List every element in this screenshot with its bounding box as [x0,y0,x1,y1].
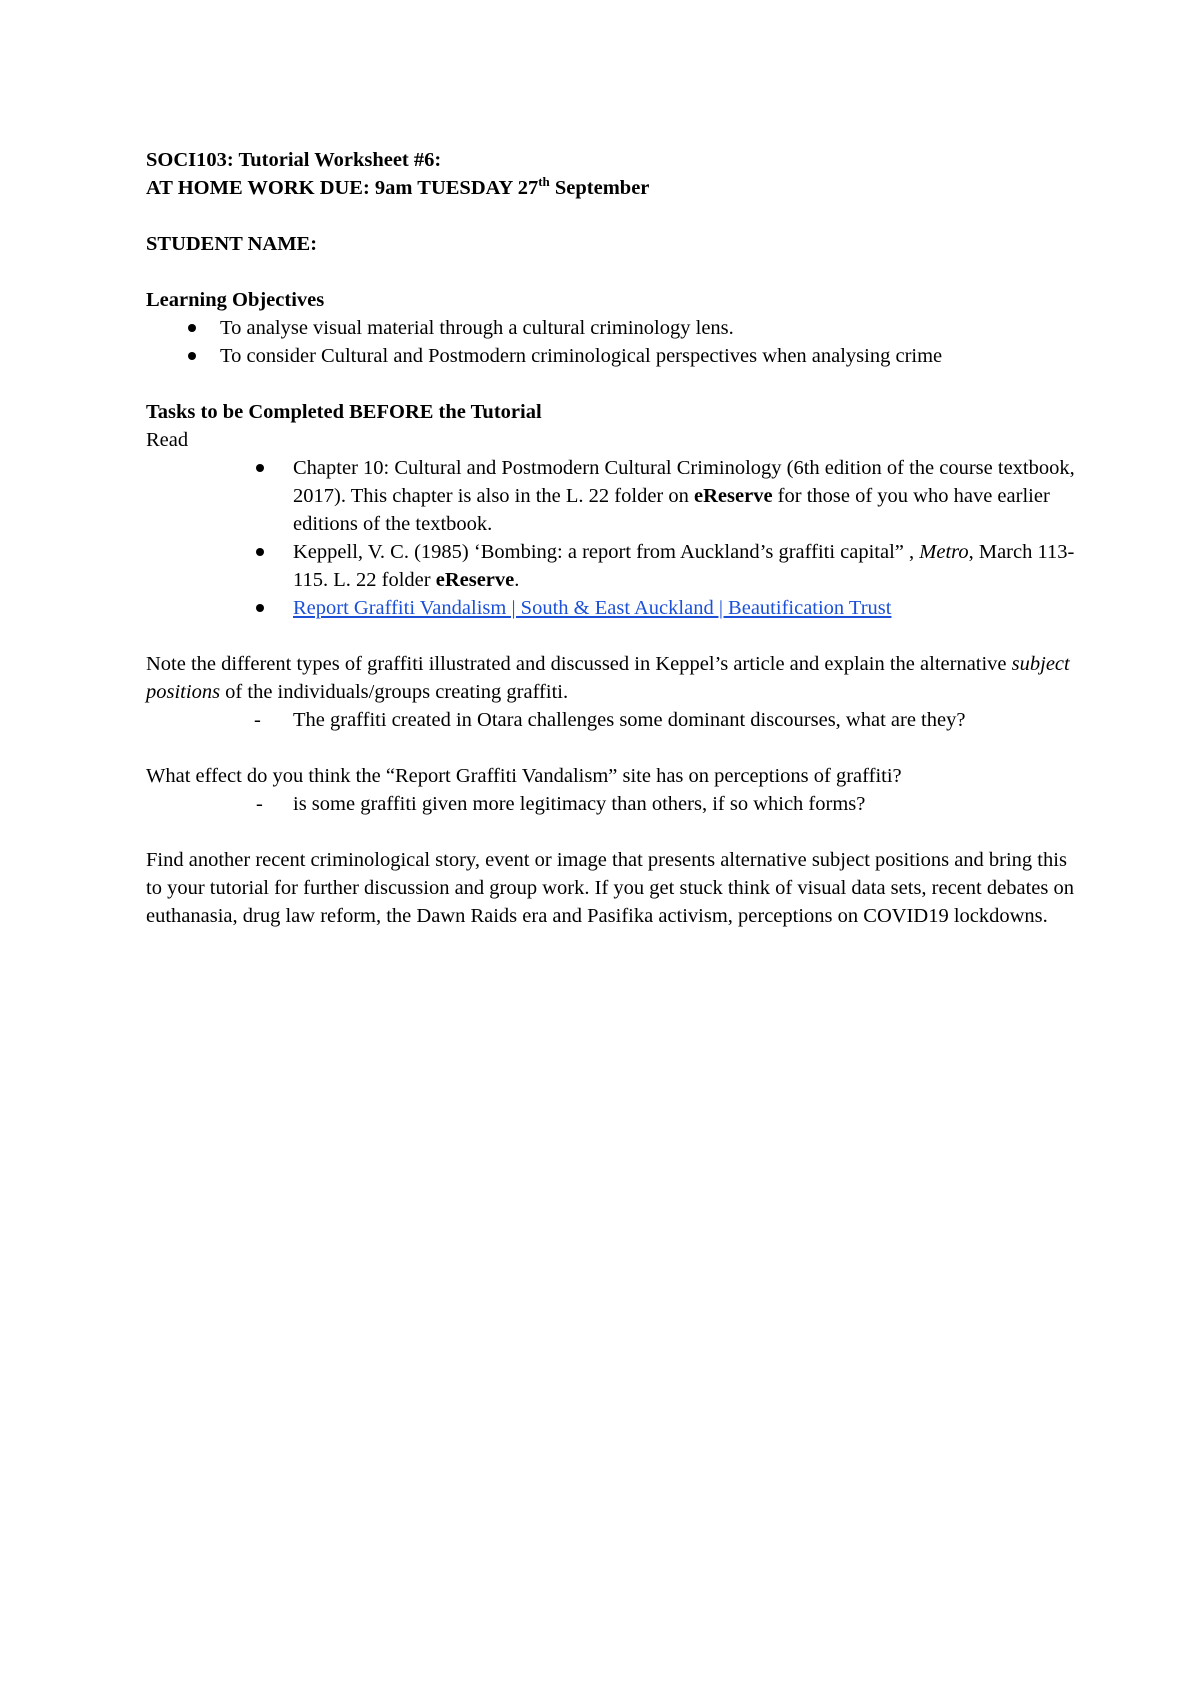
learning-objective-item: To consider Cultural and Postmodern criminological perspectives when analysing crime [146,342,1076,370]
note-text: Note the different types of graffiti illustrated and discussed in Keppel’s article and explain the alternative [146,653,1012,675]
question-sub-item [146,790,1076,818]
question-sub-text: is some graffiti given more legitimacy than others, if so which forms? [293,793,866,815]
learning-objective-item: To analyse visual material through a cultural criminology lens. [146,314,1076,342]
spacer [146,202,1076,230]
read-label: Read [146,429,189,451]
ereserve-label: eReserve [694,485,773,507]
spacer [146,818,1076,846]
spacer [146,258,1076,286]
note-sub-item [146,706,1076,734]
due-date-superscript: th [538,174,550,190]
reading-item-text: . [514,569,520,591]
note-sub-list [146,706,1076,734]
report-graffiti-link[interactable]: Report Graffiti Vandalism | South & East Auckland | Beautification Trust [293,597,892,619]
note-sub-text: The graffiti created in Otara challenges some dominant discourses, what are they? [293,709,966,731]
student-name-label: STUDENT NAME: [146,233,318,255]
spacer [146,734,1076,762]
spacer [146,622,1076,650]
due-date-line [146,174,1076,202]
due-date-suffix: September [549,177,650,199]
reading-item-link [146,594,1076,622]
question-sub-list [146,790,1076,818]
note-italic: subject positions [146,653,1070,703]
journal-name: Metro [919,541,969,563]
dash-marker: - [254,709,261,731]
tasks-heading: Tasks to be Completed BEFORE the Tutorial [146,401,542,423]
question-paragraph: What effect do you think the “Report Graffiti Vandalism” site has on perceptions of graffiti? [146,765,902,787]
reading-item-chapter [146,454,1076,538]
reading-item-text: for those of you who have earlier editions of the textbook. [293,485,1050,535]
find-paragraph: Find another recent criminological story, event or image that presents alternative subject positions and bring this to your tutorial for further discussion and group work. If you get stuck think of visual data sets, recent debates on euthanasia, drug law reform, the Dawn Raids era and Pasifika activism, perceptions on COVID19 lockdowns. [146,849,1074,927]
document-body [146,146,1076,930]
due-date-prefix: AT HOME WORK DUE: 9am TUESDAY 27 [146,177,539,199]
note-paragraph [146,650,1076,706]
reading-item-text: , March 113-115. L. 22 folder [293,541,1075,591]
reading-item-article [146,538,1076,594]
reading-item-text: Chapter 10: Cultural and Postmodern Cultural Criminology (6th edition of the course textbook, 2017). This chapter is also in the L. 22 folder on [293,457,1075,507]
spacer [146,370,1076,398]
worksheet-title: SOCI103: Tutorial Worksheet #6: [146,149,442,171]
learning-objectives-heading: Learning Objectives [146,289,325,311]
dash-marker: - [256,793,263,815]
ereserve-label: eReserve [435,569,515,591]
reading-item-text: Keppell, V. C. (1985) ‘Bombing: a report from Auckland’s graffiti capital” , [293,541,920,563]
learning-objectives-list [146,314,1076,370]
reading-list [146,454,1076,622]
note-text: of the individuals/groups creating graffiti. [220,681,569,703]
